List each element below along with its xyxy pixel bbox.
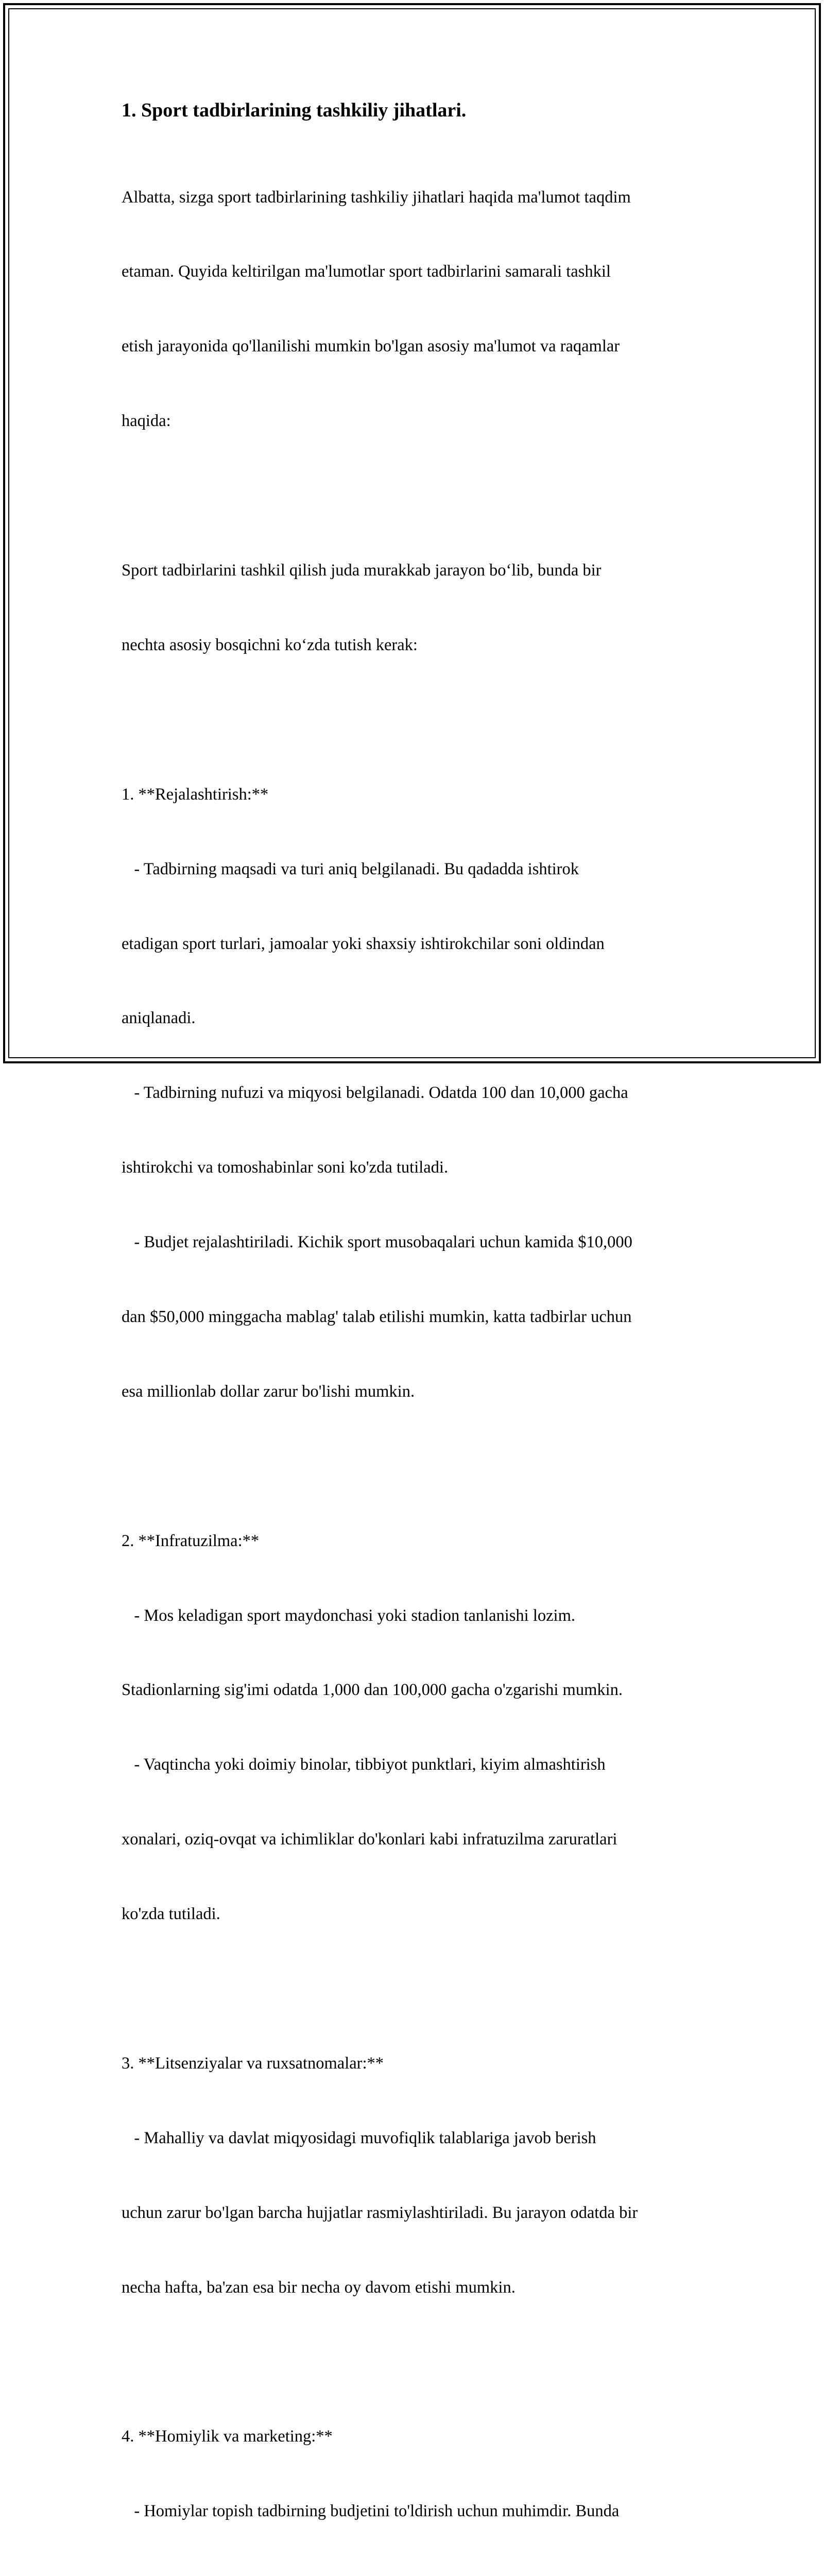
document-title: 1. Sport tadbirlarining tashkiliy jihatlari. bbox=[122, 99, 467, 121]
section-line: - Budjet rejalashtiriladi. Kichik sport musobaqalari uchun kamida $10,000 bbox=[122, 1233, 632, 1252]
intro-line: haqida: bbox=[122, 412, 171, 431]
lead-paragraph bbox=[122, 508, 709, 707]
section-line: - Homiylar topish tadbirning budjetini to'ldirish uchun muhimdir. Bunda bbox=[122, 2502, 620, 2521]
section-line: xonalari, oziq-ovqat va ichimliklar do'konlari kabi infratuzilma zaruratlari bbox=[122, 1830, 617, 1849]
section-line: uchun zarur bo'lgan barcha hujjatlar rasmiylashtiriladi. Bu jarayon odatda bir bbox=[122, 2203, 638, 2222]
section-heading: 3. **Litsenziyalar va ruxsatnomalar:** bbox=[122, 2054, 384, 2073]
section-rejalashtirish bbox=[122, 732, 709, 1454]
section-litsenziyalar bbox=[122, 2001, 709, 2349]
paragraph-spacer bbox=[122, 1976, 709, 2001]
section-line: ko'zda tutiladi. bbox=[122, 1905, 220, 1924]
section-line: - Mahalliy va davlat miqyosidagi muvofiqlik talablariga javob berish bbox=[122, 2128, 596, 2147]
section-line: esa millionlab dollar zarur bo'lishi mumkin. bbox=[122, 1382, 415, 1401]
section-heading: 2. **Infratuzilma:** bbox=[122, 1531, 260, 1550]
paragraph-spacer bbox=[122, 707, 709, 732]
section-line: - Tadbirning nufuzi va miqyosi belgilanadi. Odatda 100 dan 10,000 gacha bbox=[122, 1083, 628, 1103]
section-line: dan $50,000 minggacha mablag' talab etilishi mumkin, katta tadbirlar uchun bbox=[122, 1307, 632, 1326]
lead-line: Sport tadbirlarini tashkil qilish juda murakkab jarayon bo‘lib, bunda bir bbox=[122, 561, 602, 580]
section-line: aniqlanadi. bbox=[122, 1009, 196, 1028]
section-heading: 4. **Homiylik va marketing:** bbox=[122, 2427, 333, 2446]
intro-line: etaman. Quyida keltirilgan ma'lumotlar sport tadbirlarini samarali tashkil bbox=[122, 262, 611, 281]
section-line: - Vaqtincha yoki doimiy binolar, tibbiyot punktlari, kiyim almashtirish bbox=[122, 1755, 606, 1774]
section-homiylik bbox=[122, 2375, 709, 2576]
lead-line: nechta asosiy bosqichni ko‘zda tutish kerak: bbox=[122, 635, 418, 654]
section-line bbox=[122, 2573, 709, 2576]
section-line: ishtirokchi va tomoshabinlar soni ko'zda tutiladi. bbox=[122, 1158, 449, 1177]
section-line: necha hafta, ba'zan esa bir necha oy davom etishi mumkin. bbox=[122, 2278, 516, 2297]
document-body bbox=[122, 96, 709, 2576]
paragraph-spacer bbox=[122, 1454, 709, 1479]
section-line: Stadionlarning sig'imi odatda 1,000 dan 100,000 gacha o'zgarishi mumkin. bbox=[122, 1681, 623, 1700]
paragraph-spacer bbox=[122, 483, 709, 508]
section-heading: 1. **Rejalashtirish:** bbox=[122, 785, 269, 804]
section-line: etadigan sport turlari, jamoalar yoki shaxsiy ishtirokchilar soni oldindan bbox=[122, 934, 605, 953]
intro-line: Albatta, sizga sport tadbirlarining tashkiliy jihatlari haqida ma'lumot taqdim bbox=[122, 188, 631, 207]
section-line: - Mos keladigan sport maydonchasi yoki stadion tanlanishi lozim. bbox=[122, 1606, 575, 1625]
section-line: - Tadbirning maqsadi va turi aniq belgilanadi. Bu qadadda ishtirok bbox=[122, 859, 579, 878]
paragraph-spacer bbox=[122, 2349, 709, 2374]
intro-line: etish jarayonida qo'llanilishi mumkin bo'lgan asosiy ma'lumot va raqamlar bbox=[122, 337, 620, 356]
intro-paragraph bbox=[122, 135, 709, 483]
section-infratuzilma bbox=[122, 1479, 709, 1976]
